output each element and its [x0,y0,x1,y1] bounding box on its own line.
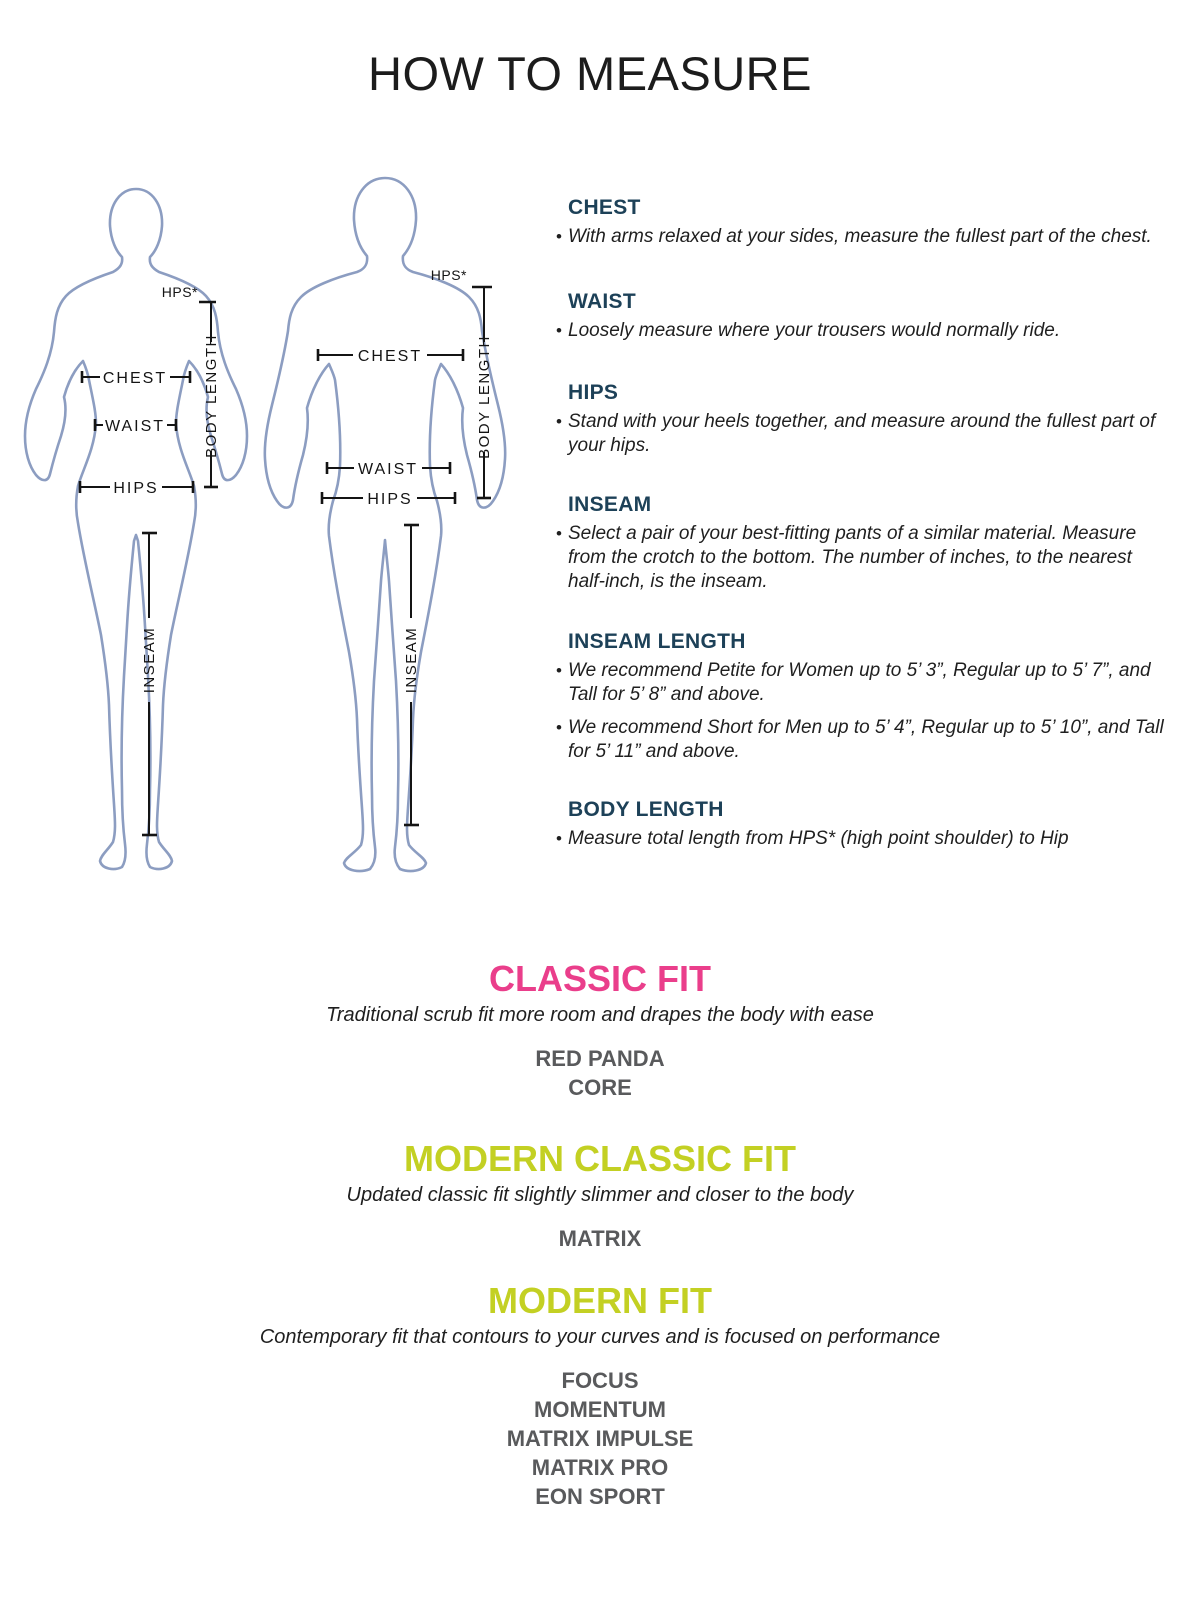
fit-modern-classic [0,1138,1200,1253]
section-bullet: • Select a pair of your best-fitting pants of a similar material. Measure from the crotch to the bottom. The number of inches, to the nearest half-inch, is the inseam. [556,522,1171,594]
product-line: RED PANDA [535,1046,665,1071]
women-waist-label: WAIST [104,418,166,435]
product-line: MOMENTUM [534,1397,666,1422]
section-bullet: • With arms relaxed at your sides, measure the fullest part of the chest. [556,225,1171,249]
fit-title: MODERN FIT [488,1280,712,1321]
men-chest-measure [318,348,463,365]
men-body-length-label: BODY LENGTH [476,335,493,459]
women-hips-label: HIPS [113,480,159,497]
section-bullet: • Loosely measure where your trousers would normally ride. [556,319,1171,343]
section-heading: INSEAM LENGTH [568,630,746,653]
women-body-length-label: BODY LENGTH [203,334,220,458]
section-inseam [556,493,1171,603]
men-waist-label: WAIST [357,461,419,478]
product-line: MATRIX IMPULSE [506,1426,694,1451]
men-inseam-label: INSEAM [403,626,420,694]
section-hips [556,381,1171,467]
men-hps-label: HPS* [430,267,467,283]
section-heading: BODY LENGTH [568,798,724,821]
men-inseam-measure [403,525,420,825]
page-title: HOW TO MEASURE [368,47,812,100]
women-chest-label: CHEST [102,370,168,387]
fit-description: Contemporary fit that contours to your curves and is focused on performance [259,1326,941,1348]
women-inseam-label: INSEAM [141,626,158,694]
section-inseam-length [556,630,1171,773]
section-bullet: • Stand with your heels together, and measure around the fullest part of your hips. [556,410,1171,458]
men-chest-label: CHEST [357,348,423,365]
women-hips-measure [80,480,193,497]
product-line: MATRIX [558,1226,642,1251]
women-body-length-measure [162,284,220,487]
fit-product-lines [0,1044,1200,1102]
product-line: EON SPORT [535,1484,665,1509]
fit-product-lines [0,1224,1200,1253]
fit-description: Updated classic fit slightly slimmer and closer to the body [346,1184,854,1206]
men-hips-label: HIPS [367,491,413,508]
product-line: CORE [568,1075,632,1100]
men-body-length-measure [431,267,493,498]
section-chest [556,196,1171,258]
section-heading: HIPS [568,381,619,404]
product-line: FOCUS [561,1368,639,1393]
section-heading: CHEST [568,196,641,219]
section-waist [556,290,1171,352]
product-line: MATRIX PRO [531,1455,669,1480]
section-bullet: • We recommend Short for Men up to 5’ 4”, Regular up to 5’ 10”, and Tall for 5’ 11” and above. [556,716,1171,764]
men-figure-outline [265,178,505,871]
section-body-length [556,798,1171,860]
women-figure-outline [25,189,247,869]
women-chest-measure [82,370,190,387]
fit-product-lines [0,1366,1200,1511]
fit-classic [0,958,1200,1102]
section-heading: WAIST [568,290,636,313]
section-bullet: • Measure total length from HPS* (high point shoulder) to Hip [556,827,1171,851]
fit-modern [0,1280,1200,1511]
fit-title: MODERN CLASSIC FIT [404,1138,796,1179]
section-bullet: • We recommend Petite for Women up to 5’ 3”, Regular up to 5’ 7”, and Tall for 5’ 8” and above. [556,659,1171,707]
women-waist-measure [95,418,176,435]
fit-title: CLASSIC FIT [489,958,711,999]
fit-description: Traditional scrub fit more room and drapes the body with ease [326,1004,874,1026]
section-heading: INSEAM [568,493,652,516]
measurement-diagram [0,160,540,880]
women-hps-label: HPS* [161,284,198,300]
women-inseam-measure [141,533,158,835]
